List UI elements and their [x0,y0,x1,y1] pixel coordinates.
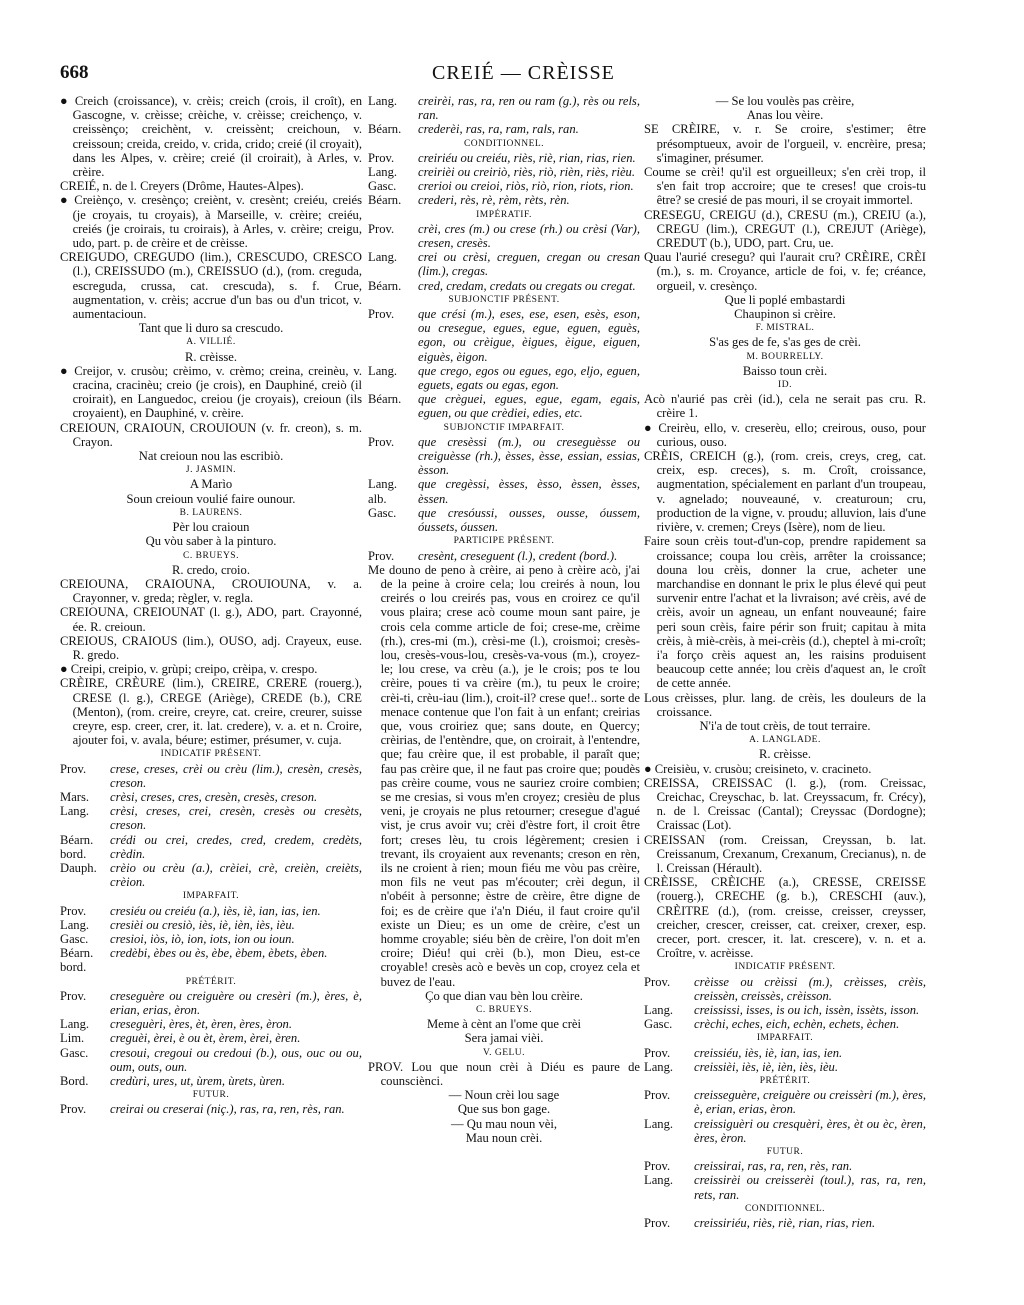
conjugation-row [60,1017,362,1031]
dialect-label: Béarn. [368,193,402,208]
quotation-line: Mau noun crèi. [465,1130,543,1145]
section-heading: F. MISTRAL. [755,323,815,334]
conjugation-row [60,1074,362,1088]
dialect-label: Lang. [368,94,398,108]
conjugation-forms: creissiguèri ou cresquèri, ères, èt ou èc, èren, ères, èron. [694,1116,926,1145]
section-heading: IMPARFAIT. [182,891,240,902]
entry-paragraph: Coume se crèi! qu'il est orgueilleux; s'en crèi trop, il s'en fait trop accroire; que te creses! que crois-tu être? se cresié de pas mouri, il se croyait immortel. [644,165,926,208]
conjugation-row [60,790,362,804]
quotation-line: — Qu mau noun vèi, [451,1116,557,1131]
dialect-label: Béarn. [368,122,402,137]
conjugation-row [368,506,640,534]
conjugation-row [368,122,640,136]
entry-paragraph: ● Creipi, creipio, v. grùpi; creipo, crèipa, v. crespo. [60,662,318,677]
section-heading: PRÉTÉRIT. [759,1076,811,1087]
conjugation-row [644,1003,926,1017]
dialect-label: Béarn. bord. [60,832,94,861]
conjugation-row [368,151,640,165]
conjugation-forms: creirièi ou creiriò, riès, riò, rièn, riès, rièu. [418,165,635,180]
quotation-line: — Se lou voulès pas crèire, [715,94,855,108]
dialect-label: Prov. [644,1159,671,1174]
conjugation-row [60,762,362,790]
dialect-label: Prov. [644,1045,671,1060]
dialect-label: Béarn. [368,392,402,407]
section-heading: FUTUR. [192,1090,230,1101]
conjugation-forms: que cresóussi, ousses, ousse, óussem, óussets, óussen. [418,505,640,535]
dialect-label: Lang. [368,250,398,265]
conjugation-row [368,549,640,563]
column-right [644,94,926,1230]
conjugation-forms: crèsi, creses, cres, cresèn, cresès, creson. [110,789,318,804]
conjugation-row [368,435,640,478]
conjugation-forms: creissirèi ou creisserèi (toul.), ras, ra, ren, rets, ran. [694,1173,926,1202]
entry-paragraph: CRÈISSE, CRÈICHE (a.), CRESSE, CREISSE (rouerg.), CRECHE (g. b.), CRESCHI (auv.), CRÈITRE (d.), (rom. creisse, creisser, creysser, creicher, crescer, creisser, cat. creixer, crexer, esp. crecer, port. crescer, it. lat. crescere), v. n. et a. Croître, v. acrèisse. [644,875,926,961]
page-number: 668 [60,62,89,83]
dialect-label: Lim. [60,1031,85,1046]
section-heading: B. LAURENS. [179,507,243,518]
quotation-line: Que sus bon gage. [457,1102,551,1117]
dialect-label: Prov. [644,1216,671,1231]
dialect-label: Lang. [644,1173,674,1188]
conjugation-forms: crèisse ou crèissi (m.), crèisses, crèis, creissèn, creissès, crèisson. [694,974,926,1003]
conjugation-row [60,1102,362,1116]
entry-paragraph: CREIGUDO, CREGUDO (lim.), CRESCUDO, CRESCO (l.), CREISSUDO (m.), CREISSUO (d.), (rom. creguda, escreguda, crussa, cat. crescuda), s. f. Crue, augmentation, v. crèis; accrue d'un bas ou d'un tricot, v. aumentacioun. [60,250,362,322]
conjugation-row [60,1031,362,1045]
quotation-line: R. crèisse. [758,747,812,762]
section-heading: ID. [778,380,792,391]
running-title: CREIÉ — CRÈISSE [432,62,615,84]
conjugation-row [644,1060,926,1074]
dialect-label: Lang. [60,1017,90,1032]
conjugation-row [368,94,640,122]
section-heading: CONDITIONNEL. [463,138,545,149]
entry-paragraph: CREISSAN (rom. Creissan, Creyssan, b. lat. Creissanum, Crexanum, Crexanum, Crecianus), n. de l. Creissan (Hérault). [644,832,926,875]
quotation-line: Que li poplé embastardi [724,292,846,307]
quotation-line: Baisso toun crèi. [742,363,828,378]
conjugation-row [60,1046,362,1074]
conjugation-forms: creguèi, èrei, è ou èt, èrem, èrei, èren. [110,1031,301,1046]
quotation-line: N'i'a de tout crèis, de tout terraire. [699,718,871,733]
section-heading: SUBJONCTIF IMPARFAIT. [443,422,565,433]
conjugation-forms: crei ou crèsi, creguen, cregan ou cresan (lim.), cregas. [418,250,640,279]
conjugation-forms: credèbi, èbes ou ès, èbe, èbem, èbets, èben. [110,946,328,961]
conjugation-forms: crederi, rès, rè, rèm, rèts, rèn. [418,193,570,208]
conjugation-row [368,179,640,193]
entry-paragraph: CRÈIRE, CRÈURE (lim.), CREIRE, CRERE (rouerg.), CRESE (l. g.), CREGE (Ariège), CREDE (b.), CRE (Menton), (rom. creire, creyre, cat. creire, creurer, suisse creyre, esp. creer, crer, it. lat. credere), v. a. et n. Croire, ajouter foi, v. avala, béure; estimer, présumer, v. cuja. [60,676,362,748]
conjugation-row [368,222,640,250]
dialect-label: Béarn. [368,278,402,293]
conjugation-forms: que crèguei, egues, egue, egam, egais, eguen, ou que crèdiei, edies, etc. [418,392,640,421]
dialect-label: Gasc. [60,931,89,946]
entry-paragraph: CREIOUS, CRAIOUS (lim.), OUSO, adj. Crayeux, euse. R. gredo. [60,633,362,662]
dialect-label: Lang. [60,917,90,932]
entry-paragraph: ● Creisièu, v. crusòu; creisineto, v. cracineto. [644,761,872,776]
entry-paragraph: CREISSA, CREISSAC (l. g.), (rom. Creissac, Creichac, Creyschac, b. lat. Creyssacum, fr. Crécy), n. de l. Creissac (Cantal); Creyssac (Dordogne); Craissac (Lot). [644,775,926,833]
quotation-line: Sera jamai vièi. [464,1031,544,1046]
section-heading: A. LANGLADE. [749,735,821,746]
quotation-line: Nat creioun nou las escribiò. [138,449,284,464]
dialect-label: Lang. [644,1059,674,1074]
conjugation-row [60,989,362,1017]
conjugation-row [60,918,362,932]
conjugation-forms: creseguèri, ères, èt, èren, ères, èron. [110,1017,292,1032]
dialect-label: Prov. [368,221,395,236]
entry-paragraph: ● Creirèu, ello, v. creserèu, ello; creirous, ouso, pour curious, ouso. [644,420,926,449]
dialect-label: Lang. [644,1003,674,1017]
quotation-line: — Noun crèi lou sage [448,1088,560,1103]
column-left [60,94,362,1117]
section-heading: A. VILLIÉ. [186,337,236,348]
quotation-line: Ço que dian vau bèn lou crèire. [425,988,583,1003]
dialect-label: Prov. [368,434,395,449]
conjugation-forms: creissiéu, iès, iè, ian, ias, ien. [694,1045,843,1060]
entry-paragraph: CREIÉ, n. de l. Creyers (Drôme, Hautes-Alpes). [60,179,304,194]
dialect-label: Prov. [60,988,87,1003]
dialect-label: Lang. alb. [368,477,398,506]
entry-paragraph: ● Creich (croissance), v. crèis; creich (crois, il croît), en Gascogne, v. crèisse; crèiche, v. crèisse; creichenço, v. creissènço; creichènt, v. creissènt; creichoun, v. creissoun; creida, creido, v. crida, crido; creié (il croyait), dans les Alpes, v. crèire; creié (il croirait), à Arles, v. crèire. [60,94,362,180]
conjugation-row [60,932,362,946]
conjugation-forms: creississi, isses, is ou ich, issèn, issèts, isson. [694,1003,920,1017]
conjugation-forms: creseguère ou creiguère ou cresèri (m.), ères, è, erian, erias, èron. [110,988,362,1017]
dialect-label: Prov. [368,307,395,322]
conjugation-forms: que crési (m.), eses, ese, esen, esès, eson, ou cresegue, egues, egue, eguen, eguès, egon, ou crèigue, èigues, èigue, eiguen, eiguès, èigon. [418,307,640,364]
conjugation-forms: creirèi, ras, ra, ren ou ram (g.), rès ou rels, ran. [418,94,640,123]
dialect-label: Lang. [60,804,90,819]
conjugation-row [368,250,640,278]
conjugation-row [60,833,362,861]
conjugation-row [60,804,362,832]
entry-paragraph: ● Creijor, v. crusòu; crèimo, v. crèmo; creina, creinèu, v. cracina, cracinèu; creio (je crois), en Dauphiné, creiò (il croirait), en Languedoc, creiou (je croyais), creioun (ils croyaient), en Dauphiné, v. crèire. [60,363,362,421]
conjugation-forms: cresènt, creseguent (l.), credent (bord.). [418,548,618,563]
dialect-label: Prov. [60,903,87,918]
quotation-line: Soun creioun voulié faire ounour. [126,491,296,506]
conjugation-row [644,1088,926,1116]
conjugation-forms: cresiéu ou creiéu (a.), iès, iè, ian, ias, ien. [110,903,321,918]
entry-paragraph: CREIOUNA, CRAIOUNA, CROUIOUNA, v. a. Crayonner, v. greda; règler, v. regla. [60,576,362,606]
section-heading: PARTICIPE PRÉSENT. [453,536,555,547]
conjugation-forms: crederèi, ras, ra, ram, rals, ran. [418,122,579,137]
conjugation-row [368,307,640,364]
section-heading: INDICATIF PRÉSENT. [734,962,836,973]
conjugation-row [644,1173,926,1201]
section-heading: INDICATIF PRÉSENT. [160,749,262,760]
conjugation-row [368,193,640,207]
conjugation-row [60,946,362,974]
entry-paragraph: Me douno de peno à crèire, ai peno à crèire acò, j'ai de la peine à croire cela; lou creirés à noun, lou creirés o lou creirés pas, vous en croirez ce qu'il vous plaira; crese acò coume moun sant paire, je crois cela comme article de foi; crese-me, crèime (rh.), cres-mi (m.), crèsi-me (l.), croismoi; cresès-lou, cresès-vous-lou, cresès-va-vous (m.), croyez-le; lou crese, va crèu (a.), je le crois; pos te lou crèire, poues ti va crèire (m.), tu peux le croire; crèi-ti, crèu-iau (lim.), croit-il? crese que!.. sorte de menace contenue que l'on fait à un enfant; creirias que, vous croiriez que; sans doute, en Quercy; crèirias, de l'entèndre, que, on croirait, à l'entendre, que; fau crèire que, il est probable, il paraît que; fau pas crèire que, il ne faut pas croire que; poudès pas crèire coume, vous ne sauriez croire combien; se me cresias, si vous m'en croyez; cresièu de plus veni, je croyais ne plus retourner; cresegue d'agué vist, je crus avoir vu; crèi d'èstre fort, il croit être fort; creses lèu, tu crois légèrement; cresien i trevant, ils croyaient aux revenants; creson en rèn, ils ne croient à rien; moun fiéu me vòu pas crèire, mon fils ne veut pas m'écouter; crèi degun, il n'obéit à personne; èstre de crèire, être digne de foi; es de crèire que i'a'n Diéu, il faut croire qu'il existe un Dieu; es un ome de crèire, c'est un homme croyable; siéu bèn de crèire, l'on doit m'en croire; Diéu! qui crèi (b.), mon Dieu, est-ce croyable! cresès acò e bevès un cop, croyez cela et buvez de l'eau. [368,562,640,989]
dialect-label: Prov. [60,1102,87,1117]
conjugation-forms: cred, credam, credats ou cregats ou cregat. [418,278,636,293]
section-heading: V. GELU. [482,1047,526,1058]
conjugation-forms: crerioi ou creioi, riòs, riò, rion, riots, rion. [418,179,634,194]
quotation-line: Anas lou vèire. [746,108,824,123]
dialect-label: Gasc. [644,1017,673,1032]
column-middle [368,94,640,1145]
conjugation-forms: creirai ou creserai (niç.), ras, ra, ren, rès, ran. [110,1102,345,1117]
section-heading: PRÉTÉRIT. [185,976,237,987]
dialect-label: Lang. [368,363,398,378]
conjugation-row [368,477,640,505]
conjugation-forms: crèchi, eches, eich, echèn, echets, èchen. [694,1017,900,1032]
dialect-label: Prov. [368,150,395,165]
quotation-line: R. credo, croio. [172,562,250,577]
section-heading: SUBJONCTIF PRÉSENT. [448,294,560,305]
conjugation-row [644,1046,926,1060]
entry-paragraph: CRESEGU, CREIGU (d.), CRESU (m.), CREIU (a.), CREGU (lim.), CREGUT (l.), CREJUT (Ariège), CREDUT (b.), UDO, part. Cru, ue. [644,207,926,251]
section-heading: C. BRUEYS. [183,550,239,561]
conjugation-row [644,1159,926,1173]
entry-paragraph: CREIOUN, CRAIOUN, CROUIOUN (v. fr. creon), s. m. Crayon. [60,420,362,449]
conjugation-forms: creissiriéu, riès, riè, rian, rias, rien. [694,1216,876,1231]
section-heading: M. BOURRELLY. [746,351,824,362]
section-heading: FUTUR. [766,1147,804,1158]
quotation-line: A Marìo [189,477,233,492]
dialect-label: Gasc. [368,505,397,520]
quotation-line: Tant que li duro sa crescudo. [138,321,284,336]
dialect-label: Gasc. [368,179,397,194]
conjugation-row [368,165,640,179]
conjugation-forms: creiriéu ou creiéu, riès, riè, rian, rias, rien. [418,150,636,165]
conjugation-forms: que cregèssi, èsses, èsso, èssen, èsses, èssen. [418,477,640,506]
entry-paragraph: CRÈIS, CREICH (g.), (rom. creis, creys, creg, cat. creix, esp. creces), s. m. Croît, croissance, augmentation, spécialement en parlant d'un troupeau, v. agnelado; nouveauné, v. creaturoun; cru, production de la vigne, v. proudu; alluvion, lais d'une rivière, v. cremen; Creys (Isère), nom de lieu. [644,449,926,535]
conjugation-forms: crédi ou crei, credes, cred, credem, credèts, crèdin. [110,832,362,861]
quotation-line: Qu vòu saber à la pinturo. [145,534,277,549]
entry-paragraph: SE CRÈIRE, v. r. Se croire, s'estimer; être présomptueux, avoir de l'orgueil, v. encrèire, presa; s'imaginer, présumer. [644,122,926,165]
conjugation-forms: cresièi ou cresiò, iès, iè, ièn, iès, ièu. [110,917,295,932]
dialect-label: Bord. [60,1074,89,1089]
conjugation-forms: credùri, ures, ut, ùrem, ùrets, ùren. [110,1074,286,1089]
dialect-label: Prov. [644,1088,671,1103]
conjugation-forms: creisseguère, creiguère ou creissèri (m.), ères, è, erian, erias, èron. [694,1088,926,1117]
entry-paragraph: Quau l'aurié cresegu? qui l'aurait cru? CRÈIRE, CRÈI (m.), s. m. Croyance, article de foi, v. fe; créance, orgueil, v. cresènço. [644,250,926,293]
section-heading: CONDITIONNEL. [744,1203,826,1214]
entry-paragraph: ● Creiènço, v. cresènço; creiènt, v. cresènt; creiéu, creiés (je croyais, tu croyais), à Marseille, v. crèire; creiéu, creiés (je croirais, tu croirais), à Arles, v. crèire; creigu, udo, part. p. de crèire et de crèisse. [60,193,362,251]
conjugation-forms: creissièi, iès, iè, ièn, iès, ièu. [694,1059,838,1074]
dialect-label: Gasc. [60,1045,89,1060]
conjugation-row [644,1216,926,1230]
entry-paragraph: Lous crèisses, plur. lang. de crèis, les douleurs de la croissance. [644,690,926,719]
quotation-line: R. crèisse. [184,349,238,364]
section-heading: J. JASMIN. [185,465,237,476]
section-heading: IMPARFAIT. [756,1033,814,1044]
quotation-line: Meme à cènt an l'ome que crèi [426,1017,582,1032]
conjugation-forms: crese, creses, crèi ou crèu (lim.), cresèn, cresès, creson. [110,761,362,790]
entry-paragraph: CREIOUNA, CREIOUNAT (l. g.), ADO, part. Crayonné, ée. R. creioun. [60,605,362,634]
conjugation-forms: cresioi, iòs, iò, ion, iots, ion ou ioun. [110,931,295,946]
conjugation-forms: creissirai, ras, ra, ren, rès, ran. [694,1159,853,1174]
conjugation-forms: crèi, cres (m.) ou crese (rh.) ou crèsi (Var), cresen, cresès. [418,221,640,251]
quotation-line: Pèr lou craioun [172,520,250,535]
dialect-label: Lang. [644,1116,674,1131]
conjugation-forms: que crego, egos ou egues, ego, eljo, eguen, eguets, egats ou egas, egon. [418,363,640,393]
entry-paragraph: Acò n'aurié pas crèi (id.), cela ne serait pas cru. R. crèire 1. [644,392,926,421]
dialect-label: Lang. [368,165,398,180]
conjugation-row [644,1017,926,1031]
dialect-label: Prov. [644,974,671,989]
quotation-line: S'as ges de fe, s'as ges de crèi. [709,335,861,350]
entry-paragraph: PROV. Lou que noun crèi à Diéu es paure de counsciènci. [368,1059,640,1089]
conjugation-row [60,904,362,918]
dialect-label: Béarn. bord. [60,946,94,975]
entry-paragraph: Faire soun crèis tout-d'un-cop, prendre rapidement sa croissance; coupa lou crèis, arrêter la croissance; douna lou crèis, donner la crue, acheter une marchandise en donnant le prix le plus élevé qui peut survenir entre l'achat et la livraison; avé crèis, avé de crèis, avoir un agneau, un enfant nouveauné; faire peri soun crèis, faire périr son fruit; capitau à mita crèis, à miè-crèis, à mei-crèis (d.), cheptel à mi-croît; i'a forço crèis aquest an, les raisins produisent beaucoup cette année; lou crèis d'aquest an, le croît de cette année. [644,534,926,691]
conjugation-row [368,279,640,293]
dialect-label: Prov. [368,548,395,563]
conjugation-forms: crèsi, creses, crei, cresèn, cresès ou cresèts, creson. [110,804,362,833]
conjugation-row [368,392,640,420]
conjugation-forms: que cresèssi (m.), ou creseguèsse ou creiguèsse (rh.), èsses, èsse, essian, essias, èsson. [418,434,640,478]
dialect-label: Mars. [60,789,90,804]
conjugation-row [644,1117,926,1145]
dialect-label: Prov. [60,761,87,776]
dialect-label: Dauph. [60,860,97,875]
section-heading: IMPÉRATIF. [476,209,532,220]
quotation-line: Chaupinon si crèire. [734,307,836,322]
page-header [0,62,1024,92]
conjugation-forms: cresoui, cregoui ou credoui (b.), ous, ouc ou ou, oum, outs, oun. [110,1045,362,1074]
conjugation-row [368,364,640,392]
conjugation-forms: crèio ou crèu (a.), crèiei, crè, creièn, creièts, crèion. [110,860,362,890]
conjugation-row [644,975,926,1003]
conjugation-row [60,861,362,889]
section-heading: C. BRUEYS. [476,1005,532,1015]
